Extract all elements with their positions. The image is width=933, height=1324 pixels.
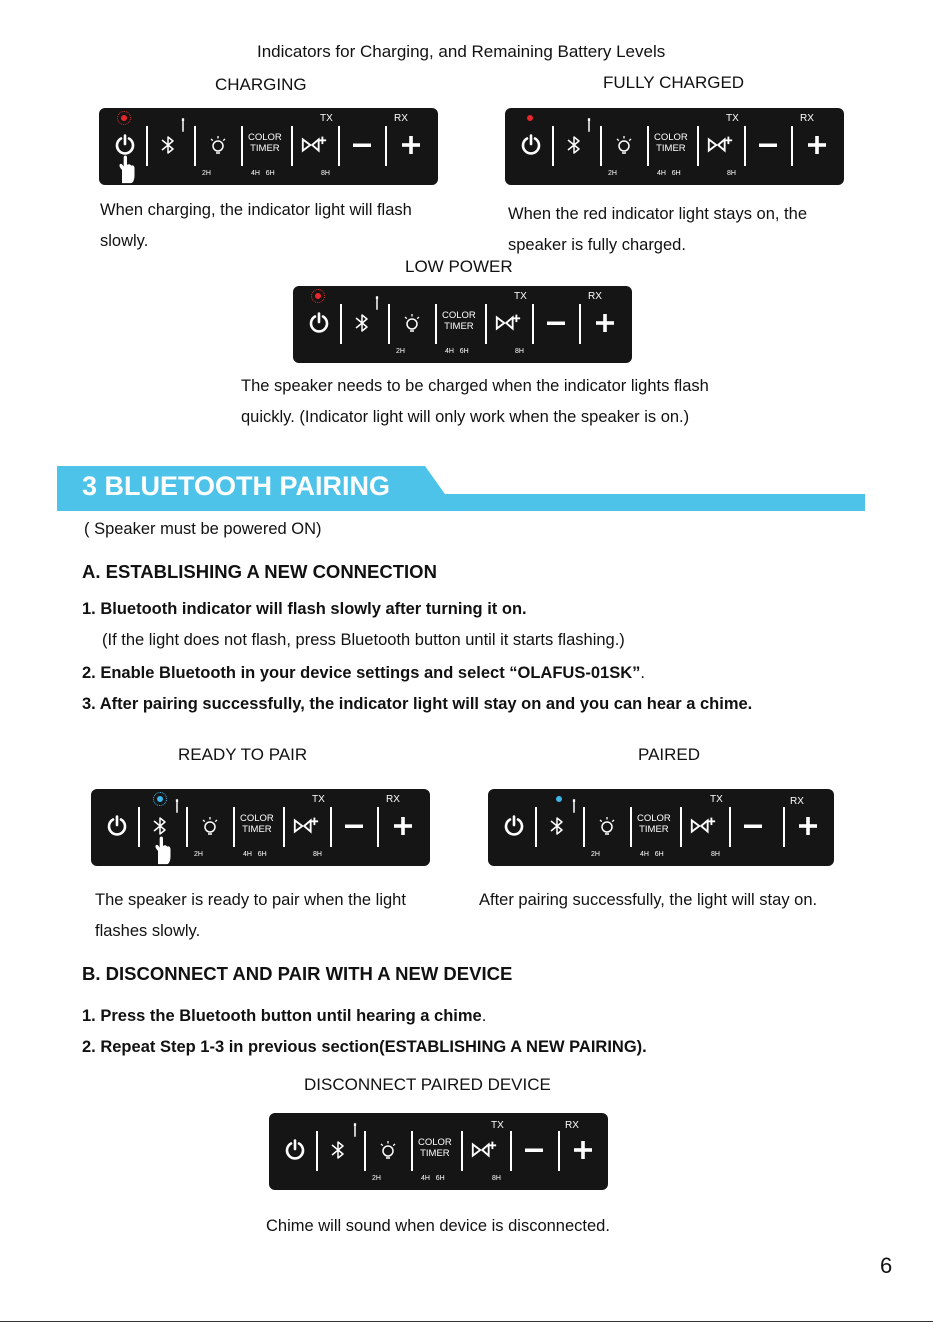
power-on-note: ( Speaker must be powered ON) [84, 520, 322, 538]
divider [435, 304, 437, 344]
page-bottom-rule [0, 1321, 933, 1322]
power-icon [307, 311, 331, 335]
light-bulb-icon [376, 1138, 400, 1162]
blue-led-indicator [157, 796, 163, 802]
fully-charged-desc-1: When the red indicator light stays on, the [508, 205, 807, 223]
tws-icon [706, 133, 734, 157]
tx-label: TX [320, 113, 333, 124]
divider [388, 304, 390, 344]
rx-label: RX [790, 796, 804, 807]
step-b1: 1. Press the Bluetooth button until hearing a chime. [82, 1007, 487, 1025]
plus-icon [399, 133, 423, 157]
ready-to-pair-control-panel [91, 789, 430, 866]
power-icon [502, 814, 526, 838]
divider [532, 304, 534, 344]
divider [138, 807, 140, 847]
step-a1-note: (If the light does not flash, press Bluetooth button until it starts flashing.) [102, 631, 625, 649]
paired-control-panel [488, 789, 834, 866]
timer-2h: 2H [608, 170, 617, 177]
divider [558, 1131, 560, 1171]
tws-icon [470, 1138, 498, 1162]
aux-jack-icon [571, 799, 577, 813]
divider [680, 807, 682, 847]
color-timer-label: COLOR TIMER [240, 813, 274, 835]
divider [385, 126, 387, 166]
charging-desc-2: slowly. [100, 232, 149, 250]
timer-8h: 8H [492, 1175, 501, 1182]
disconnect-desc: Chime will sound when device is disconnected. [266, 1217, 610, 1235]
charging-desc-1: When charging, the indicator light will flash [100, 201, 412, 219]
divider [583, 807, 585, 847]
color-timer-label: COLOR TIMER [637, 813, 671, 835]
tx-label: TX [312, 794, 325, 805]
divider [535, 807, 537, 847]
divider [729, 807, 731, 847]
divider [316, 1131, 318, 1171]
red-led-indicator [121, 115, 127, 121]
battery-indicators-heading: Indicators for Charging, and Remaining Battery Levels [257, 42, 666, 61]
power-icon [105, 814, 129, 838]
divider [377, 807, 379, 847]
step-a2: 2. Enable Bluetooth in your device settings and select “OLAFUS-01SK”. [82, 664, 645, 682]
light-bulb-icon [595, 814, 619, 838]
charging-control-panel [99, 108, 438, 185]
divider [744, 126, 746, 166]
color-timer-label: COLOR TIMER [654, 132, 688, 154]
bluetooth-icon [350, 311, 374, 335]
plus-icon [805, 133, 829, 157]
timer-8h: 8H [321, 170, 330, 177]
step-a3: 3. After pairing successfully, the indicator light will stay on and you can hear a chime. [82, 695, 753, 713]
divider [647, 126, 649, 166]
disconnect-control-panel [269, 1113, 608, 1190]
divider [186, 807, 188, 847]
low-power-desc-2: quickly. (Indicator light will only work when the speaker is on.) [241, 408, 690, 426]
divider [791, 126, 793, 166]
plus-icon [796, 814, 820, 838]
aux-jack-icon [352, 1123, 358, 1137]
timer-8h: 8H [711, 851, 720, 858]
tws-icon [300, 133, 328, 157]
divider [364, 1131, 366, 1171]
minus-icon [350, 133, 374, 157]
timer-4h-6h: 4H 6H [640, 851, 664, 858]
divider [579, 304, 581, 344]
timer-8h: 8H [727, 170, 736, 177]
ready-to-pair-desc-2: flashes slowly. [95, 922, 201, 940]
plus-icon [593, 311, 617, 335]
divider [630, 807, 632, 847]
light-bulb-icon [400, 311, 424, 335]
red-led-indicator [315, 293, 321, 299]
tws-icon [494, 311, 522, 335]
divider [146, 126, 148, 166]
divider [338, 126, 340, 166]
timer-8h: 8H [313, 851, 322, 858]
tws-icon [689, 814, 717, 838]
divider [552, 126, 554, 166]
plus-icon [571, 1138, 595, 1162]
blue-led-indicator [556, 796, 562, 802]
timer-2h: 2H [202, 170, 211, 177]
paired-desc: After pairing successfully, the light will stay on. [479, 891, 818, 909]
divider [411, 1131, 413, 1171]
timer-4h-6h: 4H 6H [445, 348, 469, 355]
divider [241, 126, 243, 166]
bluetooth-icon [562, 133, 586, 157]
power-icon [519, 133, 543, 157]
pointing-hand-icon [117, 154, 137, 184]
low-power-desc-1: The speaker needs to be charged when the indicator lights flash [241, 377, 709, 395]
rx-label: RX [588, 291, 602, 302]
minus-icon [756, 133, 780, 157]
timer-2h: 2H [591, 851, 600, 858]
divider [233, 807, 235, 847]
tx-label: TX [726, 113, 739, 124]
section-title: 3 BLUETOOTH PAIRING [82, 471, 391, 501]
timer-4h-6h: 4H 6H [657, 170, 681, 177]
step-b2: 2. Repeat Step 1-3 in previous section(ESTABLISHING A NEW PAIRING). [82, 1038, 647, 1056]
timer-2h: 2H [194, 851, 203, 858]
ready-to-pair-desc-1: The speaker is ready to pair when the light [95, 891, 406, 909]
timer-8h: 8H [515, 348, 524, 355]
timer-4h-6h: 4H 6H [243, 851, 267, 858]
light-bulb-icon [198, 814, 222, 838]
timer-4h-6h: 4H 6H [421, 1175, 445, 1182]
ready-to-pair-label: READY TO PAIR [178, 745, 308, 764]
divider [485, 304, 487, 344]
subsection-a-heading: A. ESTABLISHING A NEW CONNECTION [82, 561, 437, 582]
bluetooth-icon [545, 814, 569, 838]
divider [194, 126, 196, 166]
step-a1: 1. Bluetooth indicator will flash slowly after turning it on. [82, 600, 527, 618]
low-power-control-panel [293, 286, 632, 363]
tx-label: TX [491, 1120, 504, 1131]
color-timer-label: COLOR TIMER [248, 132, 282, 154]
aux-jack-icon [374, 296, 380, 310]
color-timer-label: COLOR TIMER [418, 1137, 452, 1159]
fully-charged-control-panel [505, 108, 844, 185]
aux-jack-icon [586, 118, 592, 132]
timer-2h: 2H [372, 1175, 381, 1182]
tx-label: TX [710, 794, 723, 805]
divider [461, 1131, 463, 1171]
rx-label: RX [386, 794, 400, 805]
tx-label: TX [514, 291, 527, 302]
rx-label: RX [800, 113, 814, 124]
fully-charged-desc-2: speaker is fully charged. [508, 236, 686, 254]
disconnect-label: DISCONNECT PAIRED DEVICE [304, 1075, 551, 1094]
red-led-indicator [527, 115, 533, 121]
bluetooth-icon [156, 133, 180, 157]
rx-label: RX [565, 1120, 579, 1131]
page-number: 6 [880, 1253, 893, 1278]
minus-icon [342, 814, 366, 838]
timer-2h: 2H [396, 348, 405, 355]
divider [600, 126, 602, 166]
minus-icon [741, 814, 765, 838]
minus-icon [522, 1138, 546, 1162]
light-bulb-icon [612, 133, 636, 157]
low-power-label: LOW POWER [405, 257, 513, 276]
aux-jack-icon [180, 118, 186, 132]
power-icon [283, 1138, 307, 1162]
light-bulb-icon [206, 133, 230, 157]
subsection-b-heading: B. DISCONNECT AND PAIR WITH A NEW DEVICE [82, 963, 513, 984]
minus-icon [544, 311, 568, 335]
rx-label: RX [394, 113, 408, 124]
plus-icon [391, 814, 415, 838]
divider [330, 807, 332, 847]
color-timer-label: COLOR TIMER [442, 310, 476, 332]
tws-icon [292, 814, 320, 838]
pointing-hand-icon [153, 835, 173, 865]
timer-4h-6h: 4H 6H [251, 170, 275, 177]
divider [291, 126, 293, 166]
divider [283, 807, 285, 847]
charging-label: CHARGING [215, 75, 307, 94]
divider [340, 304, 342, 344]
paired-label: PAIRED [638, 745, 701, 764]
divider [697, 126, 699, 166]
divider [783, 807, 785, 847]
aux-jack-icon [174, 799, 180, 813]
fully-charged-label: FULLY CHARGED [603, 73, 745, 92]
divider [510, 1131, 512, 1171]
bluetooth-icon [326, 1138, 350, 1162]
